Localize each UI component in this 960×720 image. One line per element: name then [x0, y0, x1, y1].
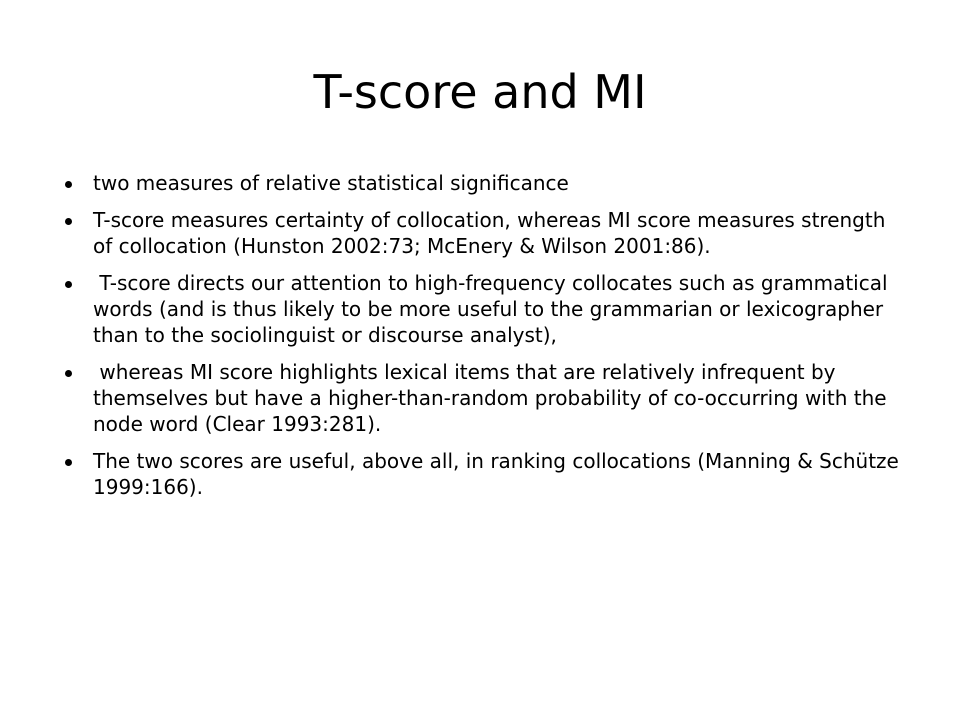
bullet-text: T-score directs our attention to high-frequency collocates such as grammatical words (and is thus likely to be more useful to the grammarian or lexicographer than to the sociolinguist or discourse analyst),: [93, 271, 894, 347]
bullet-point-icon: [65, 459, 72, 466]
bullet-point-icon: [65, 218, 72, 225]
bullet-text: whereas MI score highlights lexical items that are relatively infrequent by themselves but have a higher-than-random probability of co-occurring with the node word (Clear 1993:281).: [93, 360, 893, 436]
slide-title: T-score and MI: [313, 65, 647, 119]
bullet-text: two measures of relative statistical significance: [93, 171, 569, 195]
bullet-point-icon: [65, 181, 72, 188]
bullet-item: [65, 270, 905, 348]
bullet-item: [65, 170, 905, 196]
bullet-text: T-score measures certainty of collocation, whereas MI score measures strength of collocation (Hunston 2002:73; McEnery & Wilson 2001:86).: [93, 208, 892, 258]
bullet-list: [65, 170, 905, 511]
bullet-text: The two scores are useful, above all, in ranking collocations (Manning & Schütze 1999:166).: [93, 449, 906, 499]
bullet-point-icon: [65, 370, 72, 377]
bullet-item: [65, 448, 905, 500]
bullet-item: [65, 207, 905, 259]
bullet-item: [65, 359, 905, 437]
bullet-point-icon: [65, 281, 72, 288]
